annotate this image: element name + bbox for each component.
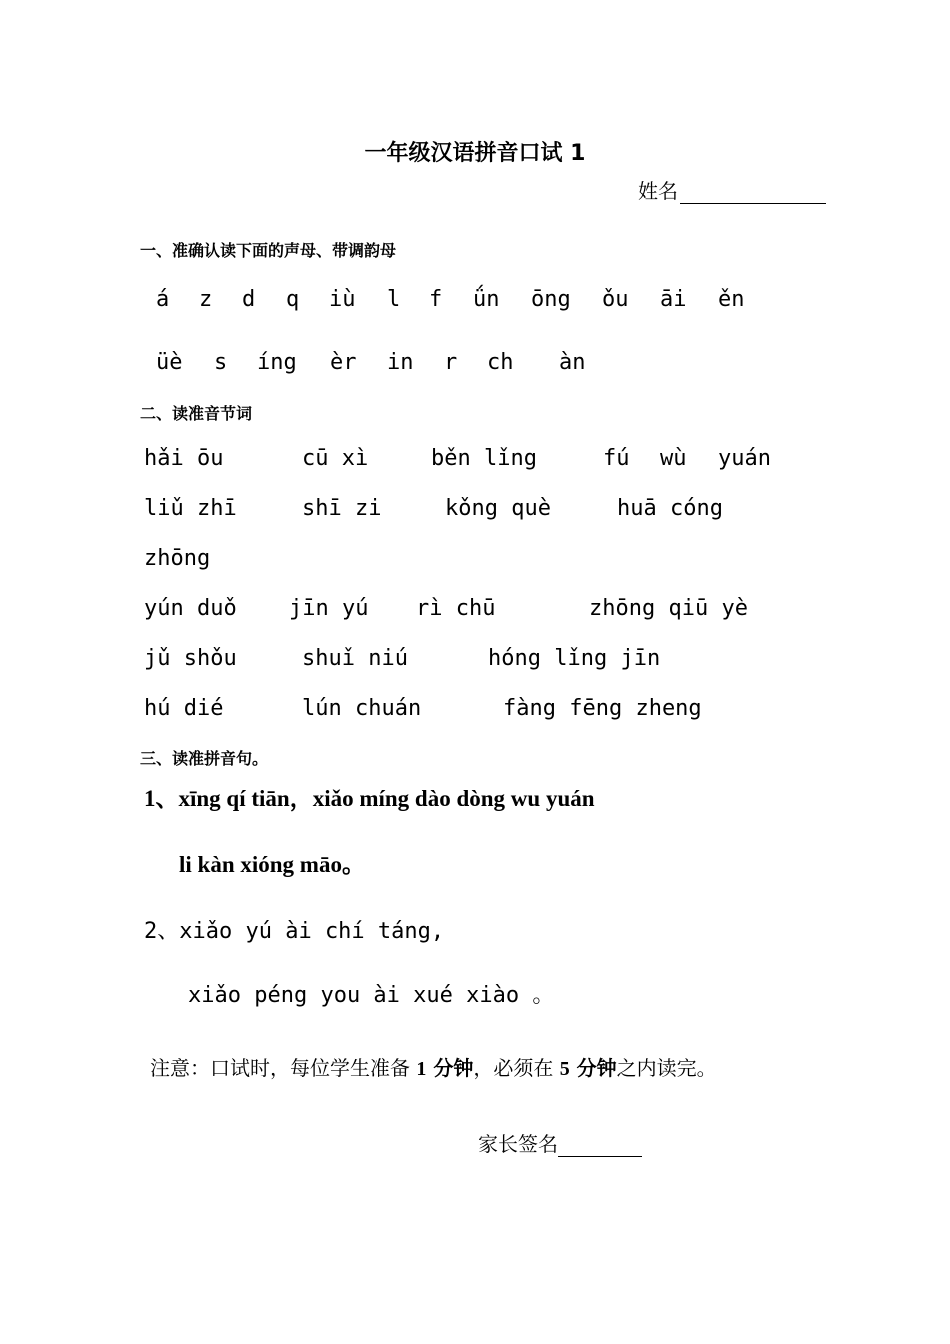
- pinyin-item: ōng: [531, 287, 571, 312]
- pinyin-item: ǘn: [473, 287, 500, 312]
- section2-heading: 二、读准音节词: [140, 404, 253, 423]
- page-title: 一年级汉语拼音口试 1: [364, 141, 586, 166]
- note-text: 注意：口试时，每位学生准备: [150, 1056, 417, 1080]
- pinyin-item: á: [156, 287, 170, 312]
- pinyin-item: f: [429, 287, 443, 312]
- note-text-bold: 分钟: [426, 1056, 474, 1080]
- word-item: huā cóng: [617, 496, 723, 521]
- word-item: fàng fēng zheng: [503, 696, 702, 721]
- word-item: jǔ shǒu: [144, 646, 237, 671]
- word-item: fú: [603, 446, 630, 471]
- word-item: zhōng: [144, 546, 211, 571]
- pinyin-item: s: [214, 350, 228, 375]
- note-text-bold: 分钟: [569, 1056, 617, 1080]
- word-item: wù: [660, 446, 687, 471]
- pinyin-item: q: [286, 287, 300, 312]
- pinyin-item: iù: [329, 287, 356, 312]
- pinyin-item: l: [387, 287, 401, 312]
- word-item: shī zi: [302, 496, 382, 521]
- pinyin-item: ěn: [718, 287, 745, 312]
- parent-signature: [478, 1128, 642, 1157]
- pinyin-item: z: [199, 287, 213, 312]
- sentence-1-line-2: li kàn xióng māo。: [179, 852, 365, 877]
- word-item: jīn yú: [289, 596, 369, 621]
- word-item: yuán: [718, 446, 771, 471]
- signature-blank-line: [558, 1136, 642, 1157]
- name-field: [638, 175, 826, 204]
- sentence-2-line-1: 2、xiǎo yú ài chí táng,: [144, 919, 445, 944]
- sentence-2-line-2: xiǎo péng you ài xué xiào 。: [188, 983, 555, 1008]
- word-item: zhōng qiū yè: [589, 596, 748, 621]
- signature-label: 家长签名: [478, 1132, 558, 1156]
- pinyin-item: íng: [257, 350, 297, 375]
- note-number: 1: [416, 1058, 427, 1080]
- word-item: hǎi ōu: [144, 446, 224, 471]
- name-label: 姓名: [638, 179, 678, 203]
- note-text: 之内读完。: [616, 1056, 717, 1080]
- pinyin-item: d: [242, 287, 256, 312]
- pinyin-item: āi: [660, 287, 687, 312]
- pinyin-item: üè: [156, 350, 183, 375]
- word-item: běn lǐng: [431, 446, 537, 471]
- note-number: 5: [559, 1058, 570, 1080]
- word-item: kǒng què: [445, 496, 551, 521]
- section3-heading: 三、读准拼音句。: [140, 749, 269, 768]
- note: [150, 1052, 717, 1081]
- word-item: rì chū: [416, 596, 496, 621]
- word-item: cū xì: [302, 446, 369, 471]
- pinyin-item: àn: [559, 350, 586, 375]
- word-item: hóng lǐng jīn: [488, 646, 661, 671]
- sentence-1-line-1: 1、xīng qí tiān，xiǎo míng dào dòng wu yuán: [144, 786, 595, 811]
- pinyin-item: ch: [487, 350, 514, 375]
- pinyin-item: ǒu: [602, 287, 629, 312]
- word-item: shuǐ niú: [302, 646, 408, 671]
- pinyin-item: èr: [330, 350, 357, 375]
- pinyin-item: r: [444, 350, 458, 375]
- word-item: hú dié: [144, 696, 224, 721]
- word-item: yún duǒ: [144, 596, 237, 621]
- note-text: ，必须在: [473, 1056, 560, 1080]
- pinyin-item: in: [387, 350, 414, 375]
- section1-heading: 一、准确认读下面的声母、带调韵母: [140, 241, 397, 260]
- name-blank-line: [680, 183, 826, 204]
- word-item: liǔ zhī: [144, 496, 237, 521]
- word-item: lún chuán: [302, 696, 422, 721]
